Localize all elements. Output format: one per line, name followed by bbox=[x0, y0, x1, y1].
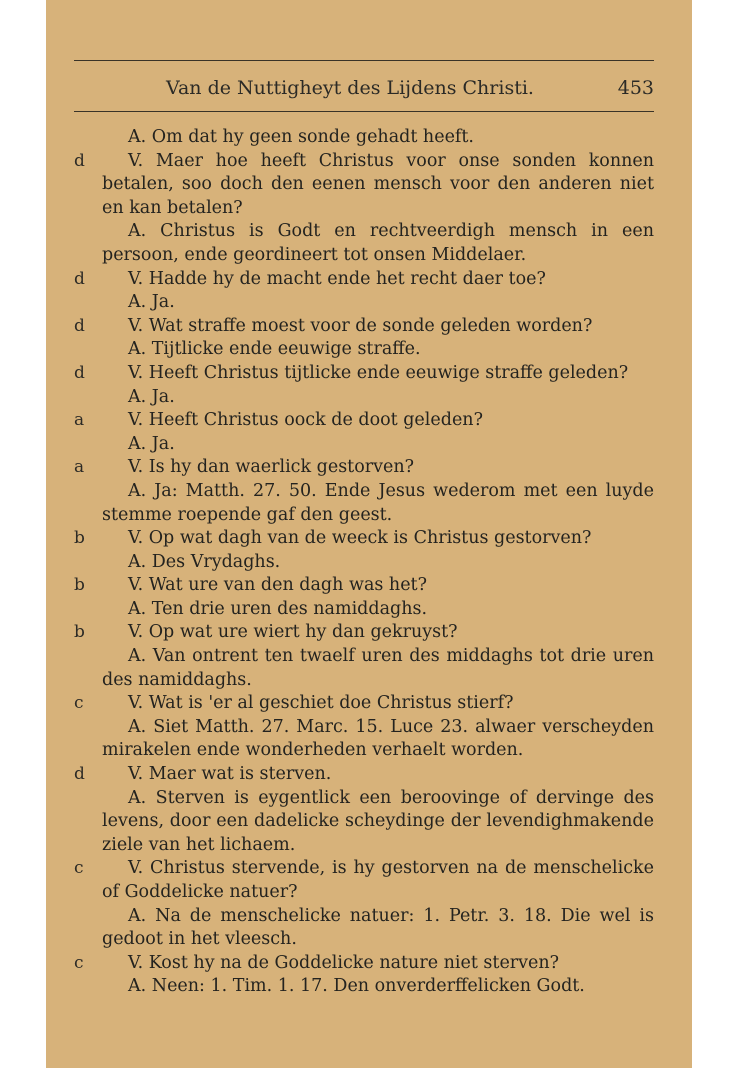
paragraph bbox=[74, 409, 654, 433]
margin-marker: c bbox=[74, 858, 84, 879]
paragraph bbox=[74, 952, 654, 976]
paragraph-text: V. Op wat dagh van de weeck is Christus gestorven? bbox=[128, 528, 592, 549]
margin-marker: d bbox=[74, 764, 85, 785]
margin-marker: a bbox=[74, 457, 85, 478]
paragraph bbox=[102, 645, 654, 692]
paragraph-text: A. Tijtlicke ende eeuwige straffe. bbox=[128, 339, 421, 360]
paragraph bbox=[74, 574, 654, 598]
page-number: 453 bbox=[617, 77, 654, 99]
paragraph-text: A. Om dat hy geen sonde gehadt heeft. bbox=[128, 127, 474, 147]
paragraph-text: A. Ja. bbox=[128, 292, 175, 313]
paragraph-text: V. Wat ure van den dagh was het? bbox=[128, 575, 427, 596]
margin-marker: b bbox=[74, 575, 85, 596]
paragraph bbox=[102, 551, 654, 575]
paragraph-text: V. Heeft Christus tijtlicke ende eeuwige straffe geleden? bbox=[128, 362, 629, 383]
paragraph bbox=[74, 763, 654, 787]
paragraph-text: A. Des Vrydaghs. bbox=[128, 551, 281, 572]
margin-marker: d bbox=[74, 268, 85, 289]
paragraph-text: A. Van ontrent ten twaelf uren des middaghs tot drie uren des namiddaghs. bbox=[102, 646, 654, 690]
paragraph bbox=[102, 975, 654, 999]
paragraph bbox=[74, 315, 654, 339]
paragraph-text: V. Heeft Christus oock de doot geleden? bbox=[128, 410, 483, 431]
paragraph bbox=[102, 905, 654, 952]
paragraph bbox=[102, 386, 654, 410]
paragraph-text: A. Christus is Godt en rechtveerdigh mensch in een persoon, ende geordineert tot onsen Middelaer. bbox=[102, 221, 654, 265]
paragraph-text: V. Is hy dan waerlick gestorven? bbox=[128, 457, 415, 478]
margin-marker: d bbox=[74, 362, 85, 383]
paragraph bbox=[102, 716, 654, 763]
running-header bbox=[74, 60, 654, 112]
margin-marker: d bbox=[74, 315, 85, 336]
paragraph bbox=[74, 857, 654, 904]
paragraph bbox=[102, 433, 654, 457]
paragraph bbox=[74, 456, 654, 480]
paragraph bbox=[74, 150, 654, 221]
paragraph bbox=[74, 527, 654, 551]
paragraph-text: A. Ten drie uren des namiddaghs. bbox=[128, 598, 428, 619]
paragraph-text: V. Hadde hy de macht ende het recht daer toe? bbox=[128, 268, 546, 289]
paragraph bbox=[102, 598, 654, 622]
book-page bbox=[46, 0, 692, 1068]
paragraph bbox=[74, 268, 654, 292]
paragraph-text: A. Sterven is eygentlick een beroovinge of dervinge des levens, door een dadelicke scheydinge der levendighmakende ziele van het lichaem. bbox=[102, 787, 654, 855]
paragraph-text: V. Kost hy na de Goddelicke nature niet sterven? bbox=[128, 952, 560, 973]
margin-marker: b bbox=[74, 528, 85, 549]
paragraph bbox=[102, 338, 654, 362]
paragraph bbox=[102, 787, 654, 858]
paragraph-text: V. Wat straffe moest voor de sonde geleden worden? bbox=[128, 315, 593, 336]
paragraph bbox=[74, 692, 654, 716]
margin-marker: c bbox=[74, 952, 84, 973]
paragraph bbox=[74, 362, 654, 386]
paragraph-text: V. Maer wat is sterven. bbox=[128, 764, 332, 785]
margin-marker: b bbox=[74, 622, 85, 643]
margin-marker: d bbox=[74, 150, 85, 171]
paragraph-text: V. Maer hoe heeft Christus voor onse sonden konnen betalen, soo doch den eenen mensch voor den anderen niet en kan betalen? bbox=[102, 150, 654, 218]
paragraph bbox=[102, 291, 654, 315]
running-title: Van de Nuttigheyt des Lijdens Christi. bbox=[166, 77, 534, 99]
paragraph bbox=[102, 480, 654, 527]
paragraph-text: A. Neen: 1. Tim. 1. 17. Den onverderffelicken Godt. bbox=[128, 976, 585, 997]
paragraph bbox=[102, 126, 654, 150]
paragraph-text: A. Ja. bbox=[128, 433, 175, 454]
margin-marker: c bbox=[74, 693, 84, 714]
paragraph-text: V. Op wat ure wiert hy dan gekruyst? bbox=[128, 622, 458, 643]
paragraph-text: A. Ja. bbox=[128, 386, 175, 407]
paragraph-text: A. Ja: Matth. 27. 50. Ende Jesus wederom met een luyde stemme roepende gaf den geest. bbox=[102, 480, 654, 525]
paragraph-text: V. Christus stervende, is hy gestorven na de menschelicke of Goddelicke natuer? bbox=[102, 858, 654, 902]
paragraph bbox=[102, 220, 654, 267]
paragraph-text: A. Na de menschelicke natuer: 1. Petr. 3. 18. Die wel is gedoot in het vleesch. bbox=[102, 905, 654, 950]
paragraph bbox=[74, 621, 654, 645]
catechism-text bbox=[74, 126, 654, 999]
paragraph-text: V. Wat is 'er al geschiet doe Christus stierf? bbox=[128, 693, 514, 714]
paragraph-text: A. Siet Matth. 27. Marc. 15. Luce 23. alwaer verscheyden mirakelen ende wonderheden verhaelt worden. bbox=[102, 716, 654, 761]
margin-marker: a bbox=[74, 410, 85, 431]
